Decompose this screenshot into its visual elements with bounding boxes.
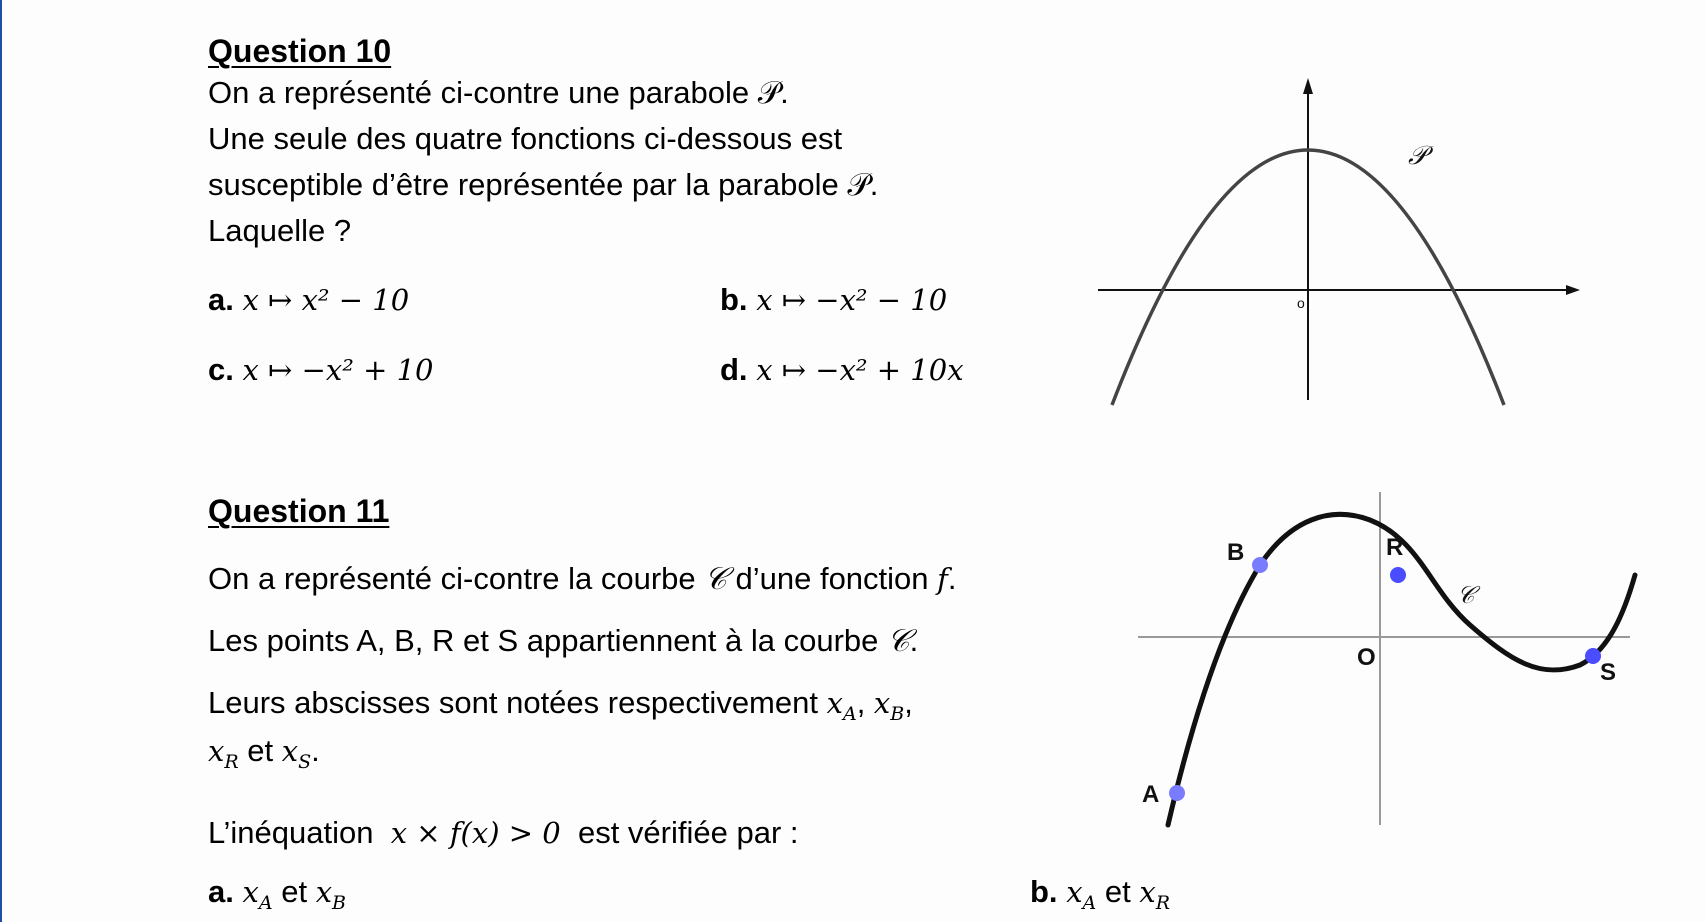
curve-label: 𝒞 (1457, 581, 1475, 609)
q11-text-line-2: Les points A, B, R et S appartiennent à la courbe 𝒞. (208, 623, 919, 659)
inequation-prefix: L’inéquation (208, 815, 374, 850)
page-left-border (0, 0, 2, 922)
option-connector: et (1104, 874, 1131, 909)
option-label: b. (1030, 874, 1058, 909)
option-subscript: A (1082, 892, 1097, 914)
q11-text-line-1: On a représenté ci-contre la courbe 𝒞 d’une fonction f. (208, 561, 957, 597)
point-a (1169, 785, 1185, 801)
inequation-expression: x × f(x) > 0 (390, 816, 561, 850)
q10-text-line-3: susceptible d’être représentée par la parabole 𝒫. (208, 167, 879, 202)
option-subscript: B (332, 892, 347, 914)
option-label: a. (208, 282, 234, 317)
cubic-curve-graph (1130, 480, 1640, 840)
q11-text-line-4: $x_R$ et $x_S$. (208, 733, 320, 773)
q11-option-a[interactable] (208, 874, 346, 914)
q10-text-line-4: Laquelle ? (208, 213, 352, 248)
inequation-suffix: est vérifiée par : (577, 815, 799, 850)
origin-label: O (1357, 644, 1376, 671)
parabola-graph (1090, 70, 1590, 410)
question-11-title: Question 11 (208, 493, 390, 529)
option-expression: x ↦ −x² − 10 (756, 283, 948, 317)
point-s-label: S (1600, 659, 1617, 686)
q11-inequation-line (208, 810, 799, 856)
option-subscript: A (258, 892, 273, 914)
option-label: a. (208, 874, 234, 909)
option-variable: x (315, 875, 333, 909)
option-label: b. (720, 282, 748, 317)
q10-option-c[interactable] (208, 352, 434, 388)
origin-label: o (1297, 295, 1305, 311)
q11-option-b[interactable] (1030, 874, 1170, 914)
option-variable: x (1066, 875, 1083, 909)
point-b (1252, 557, 1268, 573)
point-b-label: B (1227, 539, 1245, 566)
question-10-title: Question 10 (208, 33, 392, 69)
option-connector: et (281, 874, 308, 909)
option-variable: x (242, 875, 259, 909)
q10-option-b[interactable] (720, 282, 947, 318)
q10-text-line-2: Une seule des quatre fonctions ci-dessous est (208, 121, 843, 156)
point-r (1390, 567, 1406, 583)
point-s (1585, 648, 1601, 664)
parabola-label: 𝒫 (1408, 141, 1427, 171)
option-label: c. (208, 352, 234, 387)
point-r-label: R (1386, 534, 1404, 561)
option-expression: x ↦ x² − 10 (242, 283, 410, 317)
q10-text-line-1: On a représenté ci-contre une parabole 𝒫. (208, 75, 789, 110)
point-a-label: A (1142, 781, 1160, 808)
option-expression: x ↦ −x² + 10x (756, 353, 964, 387)
option-label: d. (720, 352, 748, 387)
q11-text-line-3: Leurs abscisses sont notées respectivement $x_A$, $x_B$, (208, 685, 913, 725)
q10-option-d[interactable] (720, 352, 964, 388)
option-subscript: R (1155, 892, 1171, 914)
option-variable: x (1139, 875, 1156, 909)
q10-option-a[interactable] (208, 282, 409, 318)
option-expression: x ↦ −x² + 10 (242, 353, 434, 387)
